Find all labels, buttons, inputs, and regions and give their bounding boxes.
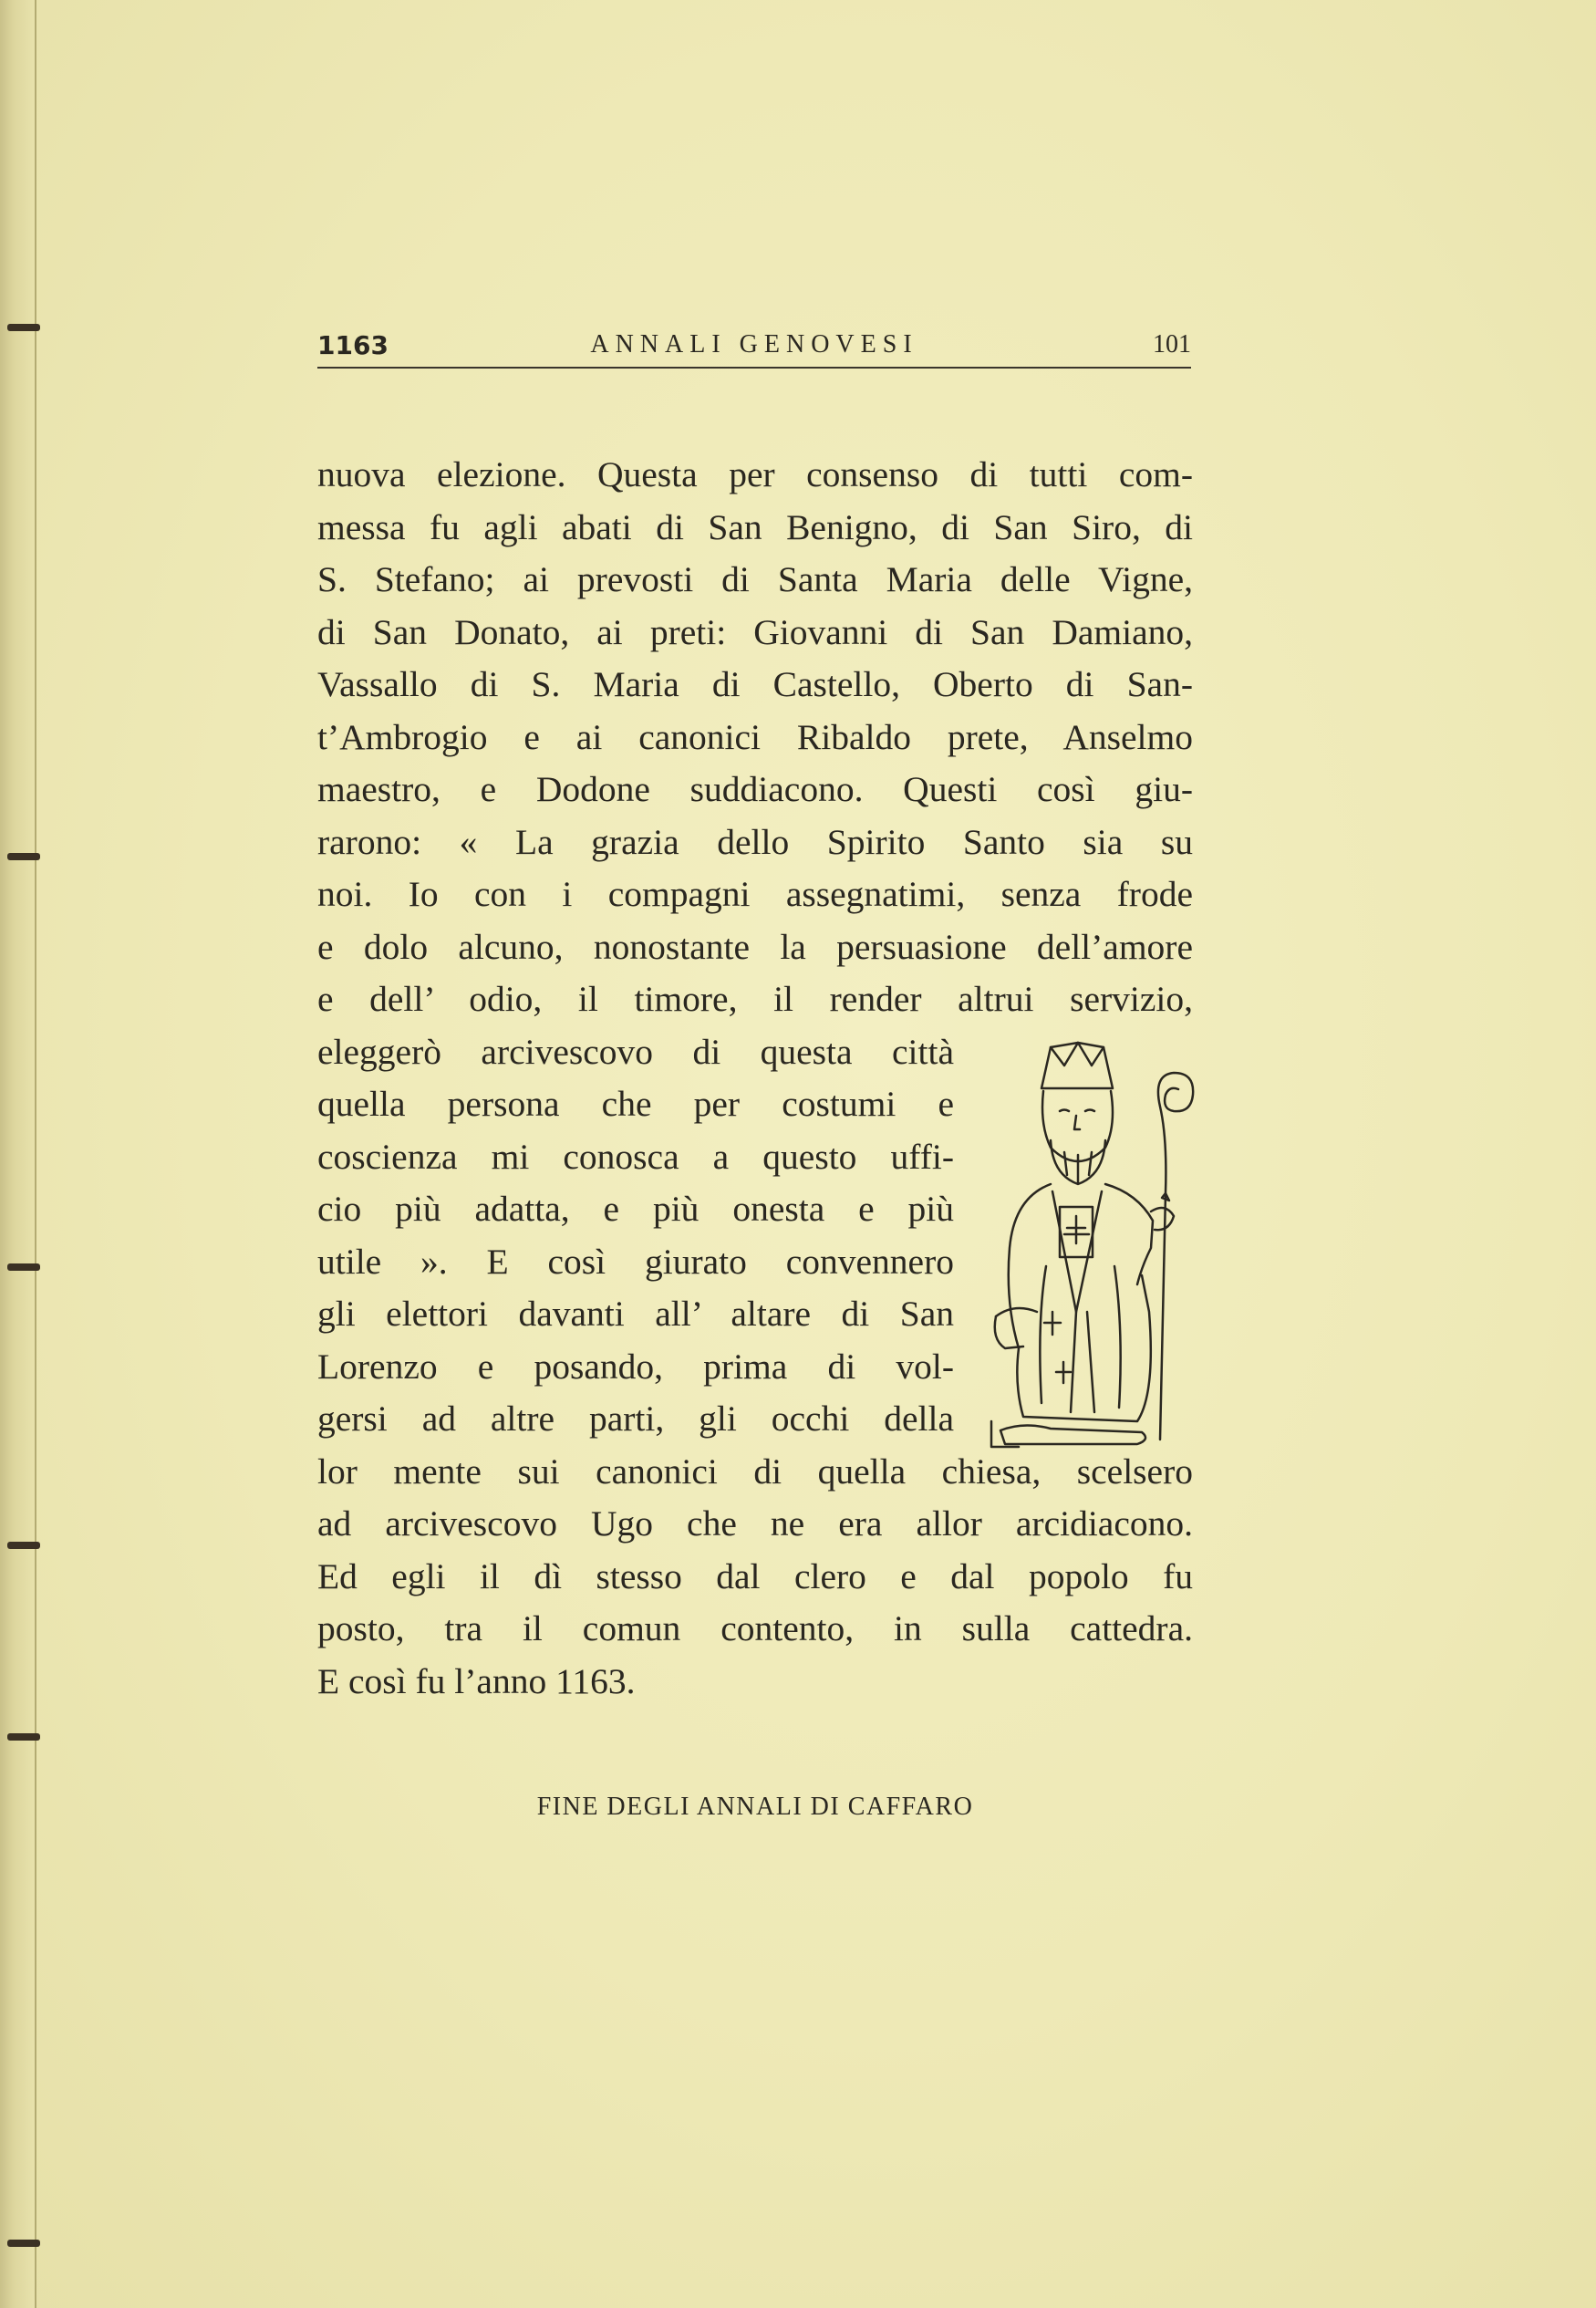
text-line: Ed egli il dì stesso dal clero e dal popolo fu: [317, 1555, 1193, 1596]
running-header: [317, 330, 1191, 369]
binding-stitch: [7, 324, 40, 331]
header-year: 1163: [317, 330, 389, 360]
text-line: messa fu agli abati di San Benigno, di San Siro, di: [317, 506, 1193, 547]
binding-stitch: [7, 1733, 40, 1741]
text-line: E così fu l’anno 1163.: [317, 1660, 636, 1701]
text-line: cio più adatta, e più onesta e più: [317, 1189, 954, 1229]
text-line: lor mente sui canonici di quella chiesa, scelsero: [317, 1450, 1193, 1492]
binding-stitch: [7, 1542, 40, 1549]
text-line: eleggerò arcivescovo di questa città: [317, 1031, 954, 1072]
header-title: ANNALI GENOVESI: [590, 330, 918, 359]
closing-line: FINE DEGLI ANNALI DI CAFFARO: [536, 1793, 974, 1821]
text-line: gersi ad altre parti, gli occhi della: [317, 1398, 954, 1439]
text-line: utile ». E così giurato convennero: [317, 1241, 954, 1282]
binding-stitch: [7, 1263, 40, 1271]
binding-stitch: [7, 853, 40, 860]
text-line: di San Donato, ai preti: Giovanni di San Damiano,: [317, 611, 1193, 652]
text-line: coscienza mi conosca a questo uffi-: [317, 1136, 954, 1177]
text-line: e dell’ odio, il timore, il render altrui servizio,: [317, 979, 1193, 1019]
text-line: quella persona che per costumi e: [317, 1084, 954, 1124]
page-number: 101: [1153, 330, 1191, 359]
text-line: rarono: « La grazia dello Spirito Santo sia su: [317, 821, 1193, 862]
binding-stitch: [7, 2240, 40, 2247]
text-line: ad arcivescovo Ugo che ne era allor arcidiacono.: [317, 1503, 1193, 1544]
text-line: Vassallo di S. Maria di Castello, Oberto di San-: [317, 664, 1193, 704]
text-line: Lorenzo e posando, prima di vol-: [317, 1346, 954, 1387]
text-line: posto, tra il comun contento, in sulla cattedra.: [317, 1608, 1193, 1648]
text-line: nuova elezione. Questa per consenso di tutti com-: [317, 454, 1193, 494]
text-line: t’Ambrogio e ai canonici Ribaldo prete, Anselmo: [317, 716, 1193, 757]
text-line: S. Stefano; ai prevosti di Santa Maria delle Vigne,: [317, 559, 1193, 599]
text-line: noi. Io con i compagni assegnatimi, senza frode: [317, 874, 1193, 914]
bishop-figure-icon: [987, 1038, 1206, 1449]
text-line: gli elettori davanti all’ altare di San: [317, 1294, 954, 1334]
text-line: e dolo alcuno, nonostante la persuasione dell’amore: [317, 926, 1193, 967]
text-line: maestro, e Dodone suddiacono. Questi così giu-: [317, 769, 1193, 809]
page-binding: [0, 0, 36, 2308]
